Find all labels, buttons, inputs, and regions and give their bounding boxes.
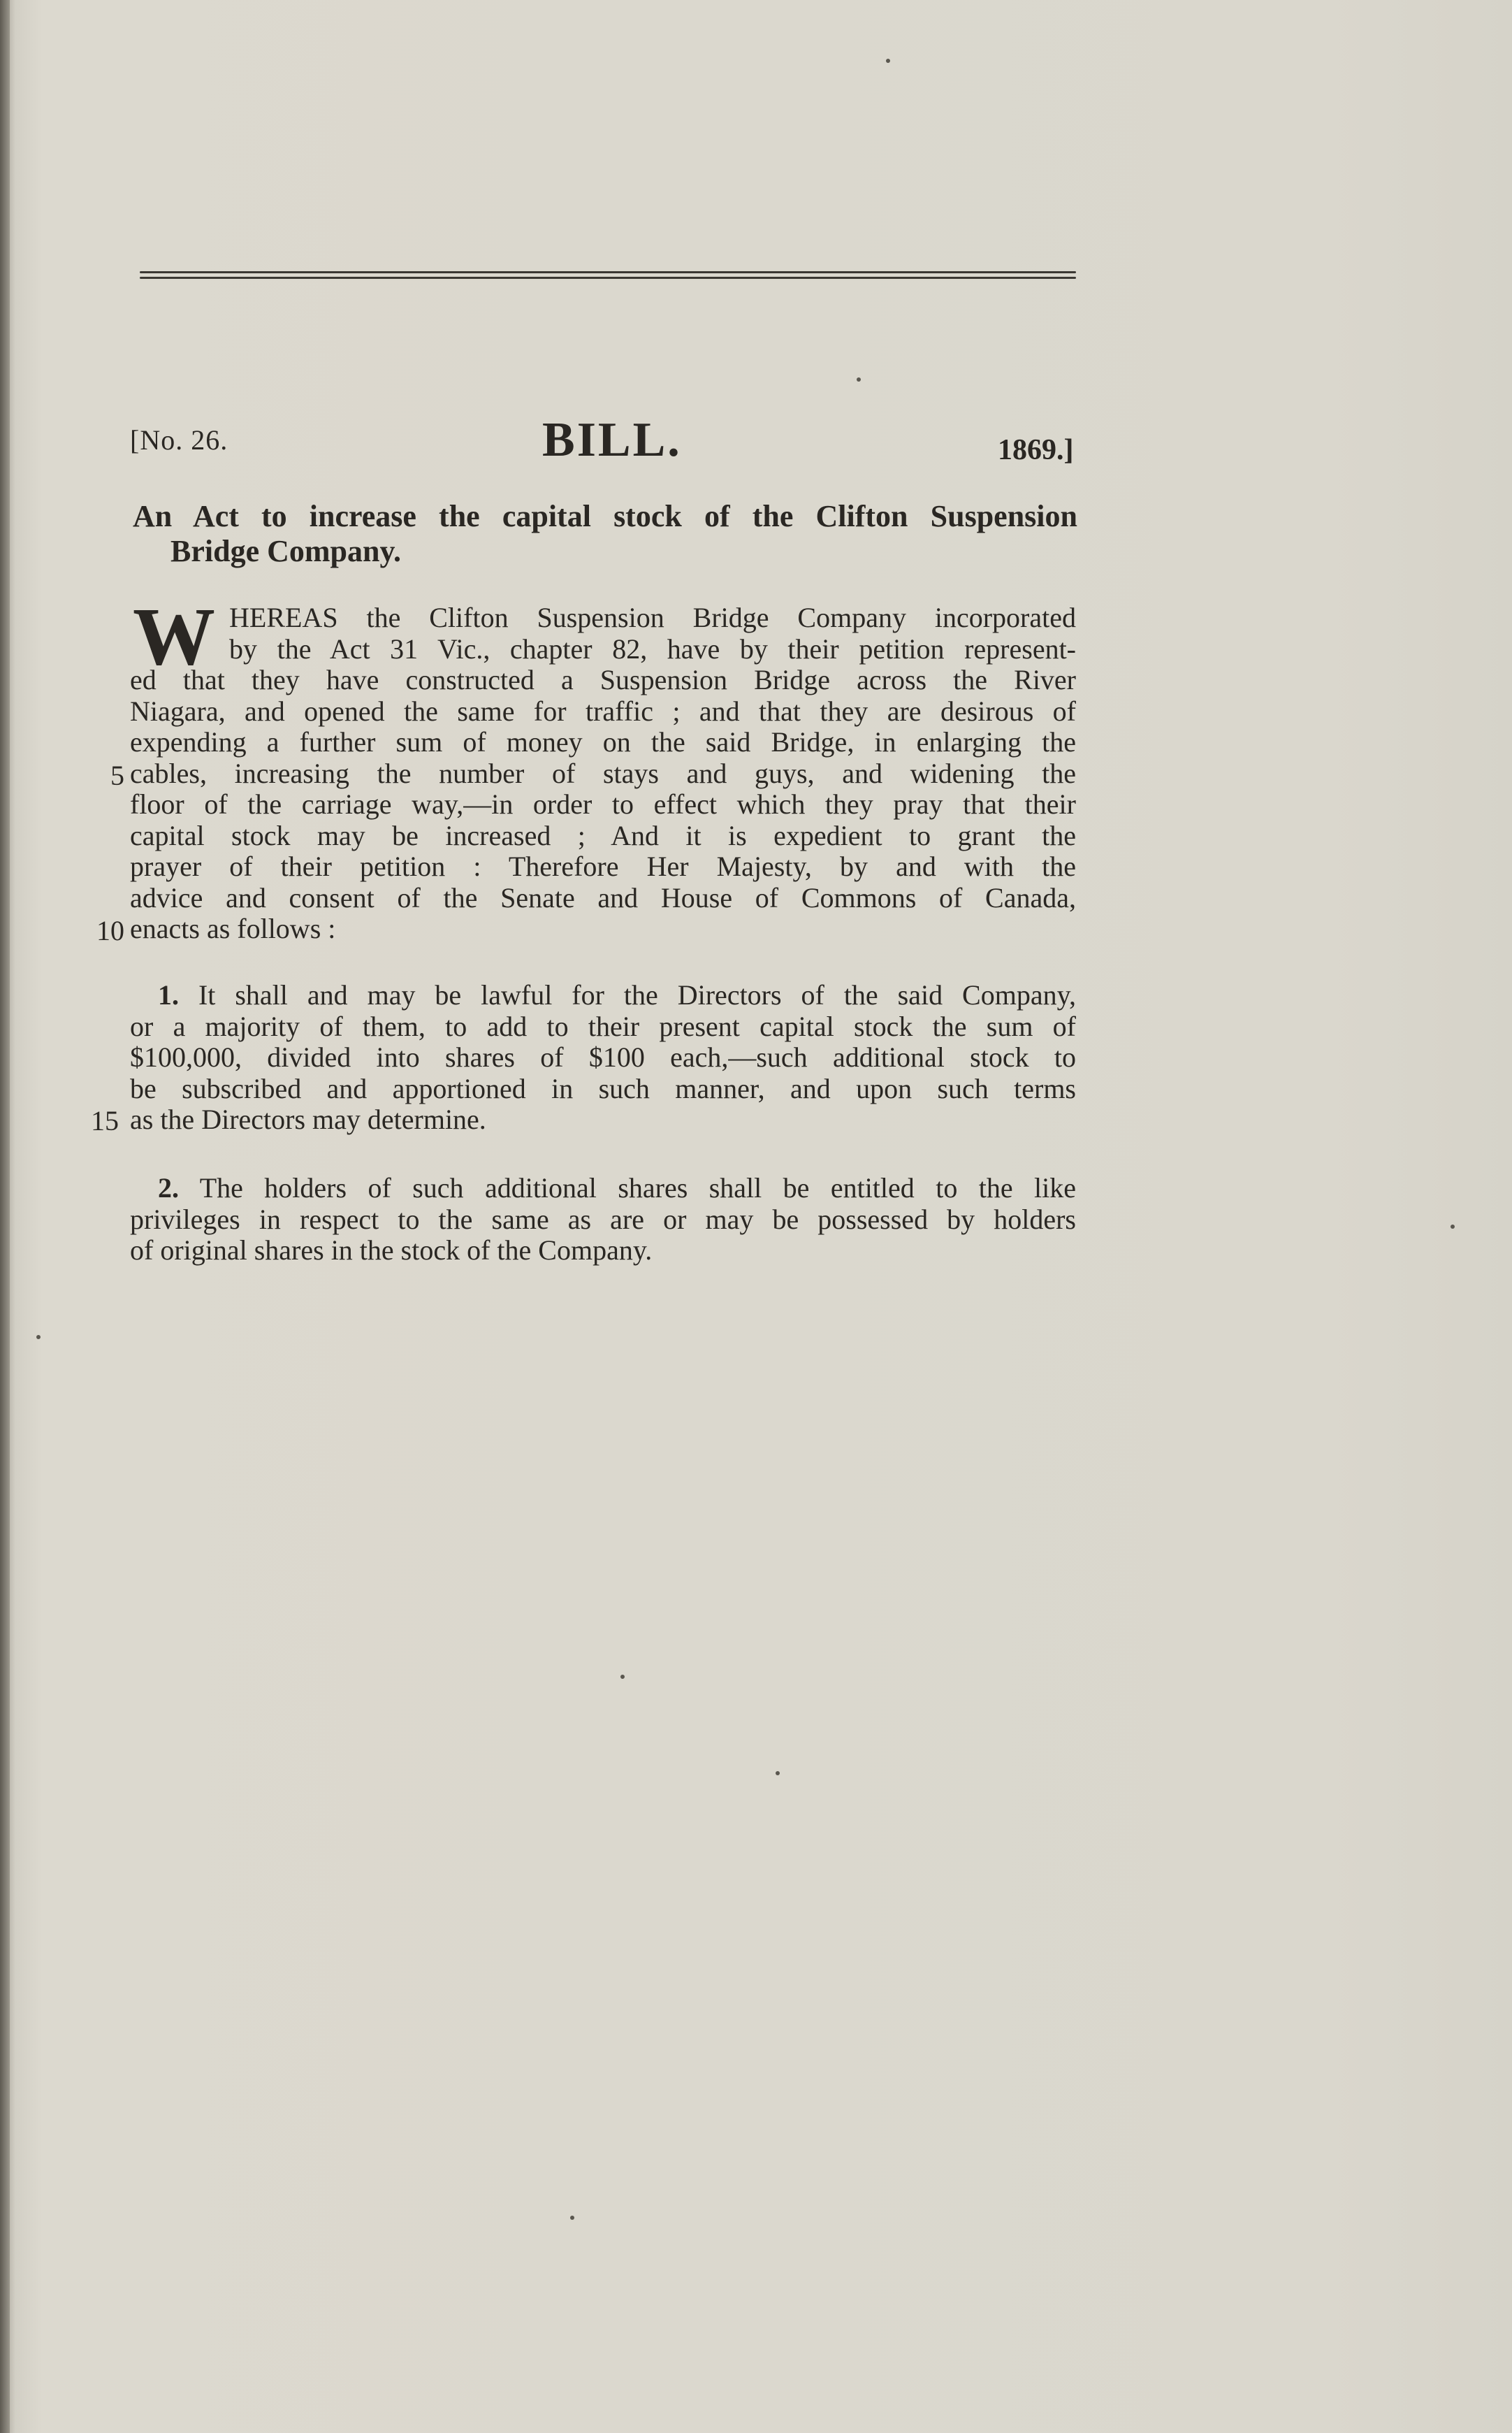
preamble-line: floor of the carriage way,—in order to effect which they pray that their xyxy=(130,788,1076,820)
preamble-dropcap: W xyxy=(133,591,215,682)
bill-year: 1869.] xyxy=(998,434,1074,466)
preamble-line: by the Act 31 Vic., chapter 82, have by their petition represent- xyxy=(229,633,1076,665)
section-2-line-text: The holders of such additional shares shall be entitled to the like xyxy=(199,1172,1076,1204)
section-1-number: 1. xyxy=(158,979,179,1011)
bill-number: [No. 26. xyxy=(130,424,228,456)
section-1 xyxy=(130,980,1076,1136)
section-2-line: of original shares in the stock of the Company. xyxy=(130,1234,653,1266)
section-1-line-text: It shall and may be lawful for the Directors of the said Company, xyxy=(198,979,1076,1011)
line-number-5: 5 xyxy=(110,760,124,791)
section-1-line: be subscribed and apportioned in such manner, and upon such terms xyxy=(130,1072,1076,1104)
preamble-line: prayer of their petition : Therefore Her Majesty, by and with the xyxy=(130,851,1076,882)
section-2-line: privileges in respect to the same as are or may be possessed by holders xyxy=(130,1203,1076,1235)
line-number-15: 15 xyxy=(91,1105,119,1136)
section-2-number: 2. xyxy=(158,1172,179,1204)
preamble-line: expending a further sum of money on the said Bridge, in enlarging the xyxy=(130,726,1076,758)
preamble-line: ed that they have constructed a Suspension Bridge across the River xyxy=(130,664,1076,695)
paper-speck xyxy=(776,1771,780,1775)
act-title-line-2: Bridge Company. xyxy=(170,534,402,568)
section-1-line xyxy=(130,980,1076,1011)
paper-speck xyxy=(857,377,861,382)
act-title xyxy=(133,499,1077,569)
paper-speck xyxy=(36,1335,41,1339)
bill-heading: BILL. xyxy=(542,413,682,467)
paper-speck xyxy=(570,2216,574,2220)
rule-line-bottom xyxy=(140,277,1076,279)
line-number-10: 10 xyxy=(96,915,124,946)
section-2-line xyxy=(130,1173,1076,1204)
section-1-line: or a majority of them, to add to their present capital stock the sum of xyxy=(130,1010,1076,1042)
section-2 xyxy=(130,1173,1076,1266)
preamble-line: HEREAS the Clifton Suspension Bridge Company incorporated xyxy=(229,602,1076,633)
binding-edge xyxy=(0,0,10,2433)
preamble-line: capital stock may be increased ; And it is expedient to grant the xyxy=(130,819,1076,851)
preamble-line: advice and consent of the Senate and House of Commons of Canada, xyxy=(130,881,1076,914)
section-1-line: as the Directors may determine. xyxy=(130,1104,486,1135)
preamble-line: enacts as follows : xyxy=(130,913,336,944)
double-rule-divider xyxy=(140,271,1076,281)
paper-speck xyxy=(1451,1225,1455,1229)
preamble-line: cables, increasing the number of stays and guys, and widening the xyxy=(130,757,1076,789)
preamble-line: Niagara, and opened the same for traffic ; and that they are desirous of xyxy=(130,695,1076,727)
paper-speck xyxy=(886,59,890,63)
rule-line-top xyxy=(140,271,1076,273)
paper-speck xyxy=(620,1675,625,1679)
section-1-line: $100,000, divided into shares of $100 each,—such additional stock to xyxy=(130,1041,1076,1073)
preamble xyxy=(130,602,1076,945)
act-title-line-1: An Act to increase the capital stock of the Clifton Suspension xyxy=(133,499,1077,533)
